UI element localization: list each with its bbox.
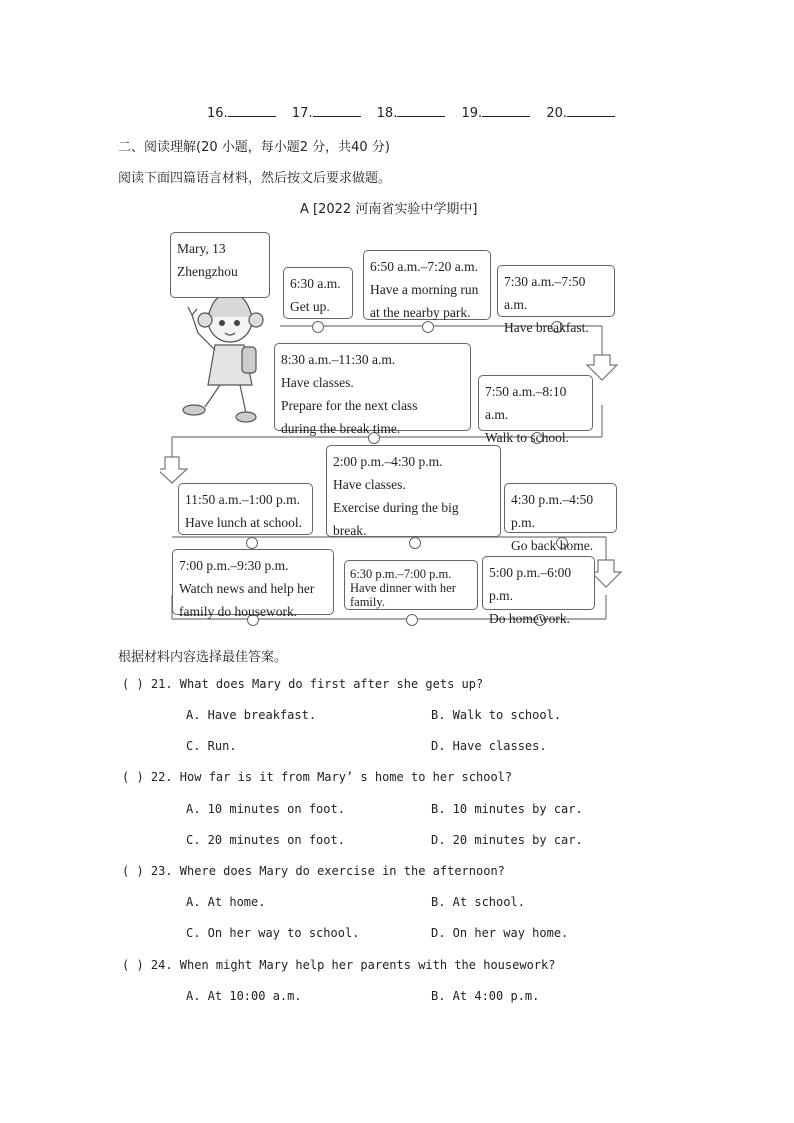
option-d[interactable]: D. Have classes. <box>431 739 547 753</box>
question-prompt: 根据材料内容选择最佳答案。 <box>118 650 288 665</box>
schedule-item <box>478 375 593 445</box>
down-arrow-icon <box>591 560 621 587</box>
option-a[interactable]: A. At home. <box>186 895 266 909</box>
schedule-time: 6:30 a.m. <box>290 276 341 291</box>
option-b[interactable]: B. At 4:00 p.m. <box>431 989 540 1003</box>
schedule-activity: Go back home. <box>511 538 594 553</box>
option-a[interactable]: A. At 10:00 a.m. <box>186 989 302 1003</box>
blank-label: 20. <box>546 106 567 121</box>
passage-title: A [2022 河南省实验中学期中] <box>300 202 478 217</box>
schedule-activity: Exercise during the big <box>333 500 459 515</box>
schedule-activity: Have classes. <box>333 477 406 492</box>
schedule-item <box>504 483 617 553</box>
schedule-activity: Get up. <box>290 299 330 314</box>
section-heading: 二、阅读理解(20 小题，每小题2 分，共40 分) <box>118 140 390 155</box>
schedule-activity: Have lunch at school. <box>185 515 302 530</box>
answer-blank[interactable] <box>397 104 445 117</box>
option-b[interactable]: B. 10 minutes by car. <box>431 802 583 816</box>
schedule-item <box>344 560 478 610</box>
blank-label: 19. <box>461 106 483 121</box>
question-22-stem: ( ) 22. How far is it from Mary’ s home to her school? <box>122 770 513 784</box>
question-23-stem: ( ) 23. Where does Mary do exercise in the afternoon? <box>122 864 505 878</box>
schedule-time: 8:30 a.m.–11:30 a.m. <box>281 352 396 367</box>
answer-blank[interactable] <box>228 104 276 117</box>
schedule-activity: Have a morning run <box>370 282 479 297</box>
answer-blank[interactable] <box>482 104 530 117</box>
schedule-item <box>326 445 501 537</box>
option-c[interactable]: C. On her way to school. <box>186 926 360 940</box>
schedule-time: 7:30 a.m.–7:50 a.m. <box>504 274 586 312</box>
answer-blank[interactable] <box>313 104 361 117</box>
timeline-dot <box>312 321 324 333</box>
schedule-item <box>363 250 491 320</box>
schedule-activity: Have dinner with her <box>350 581 456 595</box>
schedule-item <box>172 549 334 619</box>
schedule-activity: Have breakfast. <box>504 320 589 335</box>
schedule-activity: Prepare for the next class <box>281 398 418 413</box>
blank-label: 16. <box>207 106 228 121</box>
timeline-dot <box>406 614 418 626</box>
schedule-time: 7:50 a.m.–8:10 a.m. <box>485 384 567 422</box>
schedule-activity: during the break time. <box>281 421 401 436</box>
schedule-activity: Do homework. <box>489 611 570 626</box>
option-a[interactable]: A. Have breakfast. <box>186 708 317 722</box>
down-arrow-icon <box>160 457 187 483</box>
schedule-activity: family. <box>350 595 385 609</box>
option-c[interactable]: C. 20 minutes on foot. <box>186 833 345 847</box>
schedule-activity: Have classes. <box>281 375 354 390</box>
answer-blanks-row <box>207 104 627 121</box>
schedule-item <box>274 343 471 436</box>
option-b[interactable]: B. At school. <box>431 895 525 909</box>
schedule-diagram <box>160 225 630 630</box>
schedule-activity: break. <box>333 523 367 538</box>
question-21-stem: ( ) 21. What does Mary do first after she gets up? <box>122 677 484 691</box>
schedule-activity: Walk to school. <box>485 430 570 445</box>
schedule-time: 4:30 p.m.–4:50 p.m. <box>511 492 594 530</box>
schedule-activity: Watch news and help her <box>179 581 315 596</box>
girl-illustration <box>183 285 263 422</box>
option-d[interactable]: D. On her way home. <box>431 926 569 940</box>
schedule-time: 11:50 a.m.–1:00 p.m. <box>185 492 300 507</box>
schedule-time: 5:00 p.m.–6:00 p.m. <box>489 565 572 603</box>
schedule-item <box>482 556 595 626</box>
schedule-time: 2:00 p.m.–4:30 p.m. <box>333 454 443 469</box>
schedule-item <box>283 267 353 319</box>
schedule-item <box>178 483 313 535</box>
instruction-text: 阅读下面四篇语言材料，然后按文后要求做题。 <box>118 171 392 186</box>
option-d[interactable]: D. 20 minutes by car. <box>431 833 583 847</box>
option-c[interactable]: C. Run. <box>186 739 237 753</box>
answer-blank[interactable] <box>567 104 615 117</box>
timeline-dot <box>246 537 258 549</box>
profile-card <box>170 232 270 298</box>
schedule-time: 6:50 a.m.–7:20 a.m. <box>370 259 478 274</box>
blank-label: 17. <box>291 106 313 121</box>
schedule-item <box>497 265 615 335</box>
option-b[interactable]: B. Walk to school. <box>431 708 562 722</box>
profile-city: Zhengzhou <box>177 264 238 279</box>
question-24-stem: ( ) 24. When might Mary help her parents with the housework? <box>122 958 556 972</box>
blank-label: 18. <box>376 106 398 121</box>
option-a[interactable]: A. 10 minutes on foot. <box>186 802 345 816</box>
schedule-time: 6:30 p.m.–7:00 p.m. <box>350 567 452 581</box>
schedule-activity: at the nearby park. <box>370 305 471 320</box>
profile-name-age: Mary, 13 <box>177 241 226 256</box>
schedule-activity: family do housework. <box>179 604 298 619</box>
schedule-time: 7:00 p.m.–9:30 p.m. <box>179 558 289 573</box>
